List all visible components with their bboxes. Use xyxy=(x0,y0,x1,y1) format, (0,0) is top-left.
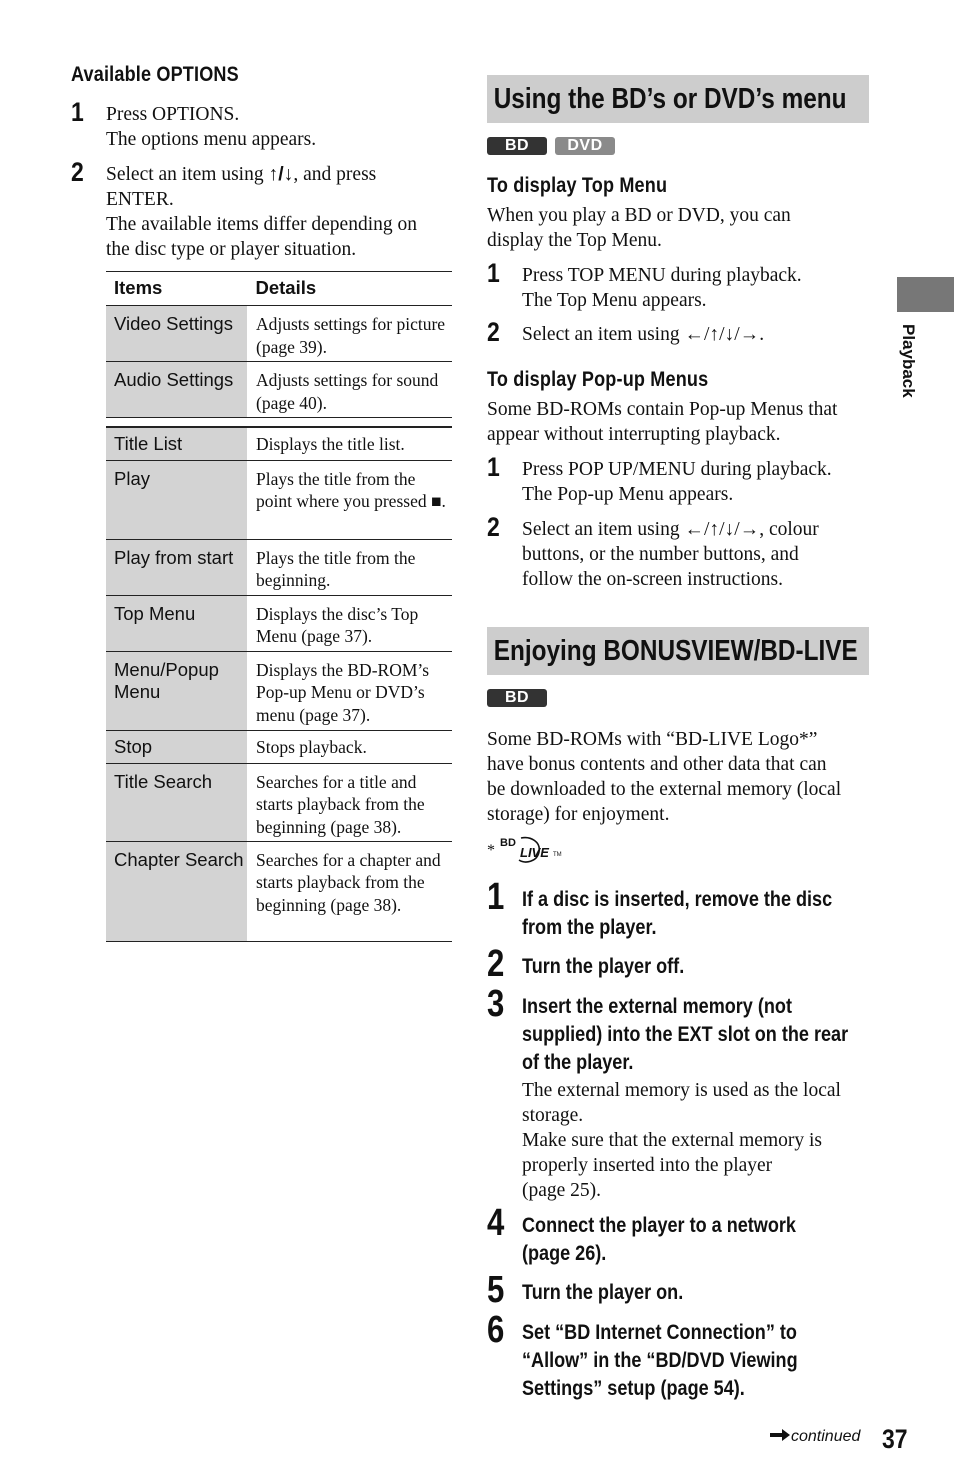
step-text: Press TOP MENU during playback. The Top Menu appears. xyxy=(522,265,802,311)
step-text: Select an item using ←/↑/↓/→, colour buttons, or the number buttons, and follow the on-screen instructions. xyxy=(522,519,819,590)
step-number: 4 xyxy=(487,1202,505,1244)
step-text: If a disc is inserted, remove the disc from the player. xyxy=(522,888,833,939)
step-number: 6 xyxy=(487,1309,505,1351)
table-row: Audio Settings Adjusts settings for sound (page 40). xyxy=(106,362,452,418)
step-number: 2 xyxy=(71,157,84,187)
table-row: Top Menu Displays the disc’s Top Menu (page 37). xyxy=(106,595,452,651)
step-text: Turn the player on. xyxy=(522,1281,684,1304)
step-text: Set “BD Internet Connection” to “Allow” in the “BD/DVD Viewing Settings” setup (page 54). xyxy=(522,1321,798,1400)
step-number: 1 xyxy=(487,876,505,918)
column-header-items: Items xyxy=(106,272,248,306)
bd-live-logo: * BD LIVE TM xyxy=(487,836,577,868)
table-row: Title Search Searches for a title and starts playback from the beginning (page 38). xyxy=(106,763,452,841)
table-row: Video Settings Adjusts settings for picture (page 39). xyxy=(106,306,452,362)
paragraph: Some BD-ROMs contain Pop-up Menus that appear without interrupting playback. xyxy=(487,399,838,445)
subheading-top-menu: To display Top Menu xyxy=(487,174,668,197)
chapter-tab-marker xyxy=(897,277,954,312)
table-row: Chapter Search Searches for a chapter and starts playback from the beginning (page 38). xyxy=(106,841,452,941)
step-text: Insert the external memory (not supplied) into the EXT slot on the rear of the player. xyxy=(522,995,849,1074)
section-banner-bd-dvd-menu xyxy=(487,75,869,123)
paragraph: Some BD-ROMs with “BD-LIVE Logo*” have bonus contents and other data that can be downloaded to the external memory (local storage) for enjoyment. xyxy=(487,729,842,825)
table-row: Menu/Popup Menu Displays the BD-ROM’s Pop-up Menu or DVD’s menu (page 37). xyxy=(106,651,452,730)
step-body: The external memory is used as the local storage. Make sure that the external memory is properly inserted into the player (page 25). xyxy=(522,1080,841,1201)
paragraph: When you play a BD or DVD, you can display the Top Menu. xyxy=(487,205,791,251)
column-header-details: Details xyxy=(248,272,453,306)
chapter-tab-label: Playback xyxy=(899,324,918,398)
step-text: Select an item using ←/↑/↓/→. xyxy=(522,324,765,345)
step-number: 1 xyxy=(71,97,84,127)
step-text: Turn the player off. xyxy=(522,955,685,978)
step-number: 5 xyxy=(487,1269,505,1311)
step-number: 1 xyxy=(487,452,500,482)
table-row: Play from start Plays the title from the beginning. xyxy=(106,539,452,595)
table-row: Stop Stops playback. xyxy=(106,730,452,763)
bd-badge: BD xyxy=(487,689,547,707)
step-text: Press POP UP/MENU during playback. The Pop-up Menu appears. xyxy=(522,459,832,505)
step-number: 2 xyxy=(487,317,500,347)
section-banner-bonusview xyxy=(487,627,869,675)
step-number: 2 xyxy=(487,943,505,985)
step-text: Connect the player to a network (page 26). xyxy=(522,1214,796,1265)
table-row: Play Plays the title from the point where you pressed ■. xyxy=(106,460,452,539)
up-down-arrows-icon: ↑/↓ xyxy=(268,163,294,185)
continued-note: continued xyxy=(769,1428,860,1446)
section-title: Enjoying BONUSVIEW/BD-LIVE xyxy=(493,635,858,667)
table-row: Title List Displays the title list. xyxy=(106,427,452,460)
step-number: 1 xyxy=(487,258,500,288)
section-title: Using the BD’s or DVD’s menu xyxy=(493,83,847,115)
step-text: Press OPTIONS. The options menu appears. xyxy=(106,104,317,150)
bd-badge: BD xyxy=(487,137,547,155)
arrow-right-icon xyxy=(769,1428,791,1442)
options-table xyxy=(106,271,452,942)
dvd-badge: DVD xyxy=(555,137,615,155)
options-heading: Available OPTIONS xyxy=(71,63,239,86)
subheading-popup-menus: To display Pop-up Menus xyxy=(487,368,709,391)
step-number: 2 xyxy=(487,512,500,542)
page-number: 37 xyxy=(882,1424,908,1454)
step-text: Select an item using ↑/↓, and press ENTER. The available items differ depending on the disc type or player situation. xyxy=(106,163,417,260)
step-number: 3 xyxy=(487,983,505,1025)
